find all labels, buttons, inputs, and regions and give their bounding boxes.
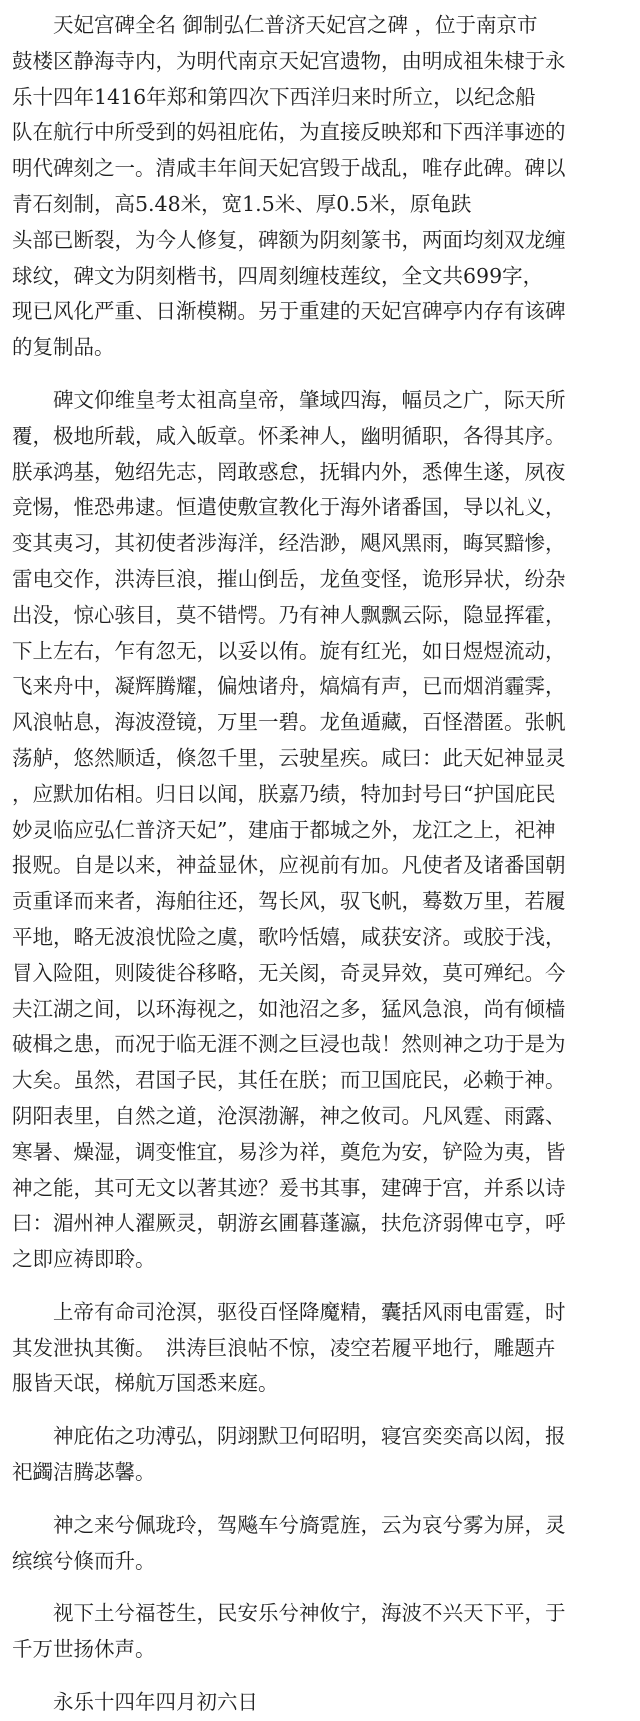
text-line: 破楫之患，而况于临无涯不测之巨浸也哉！然则神之功于是为 — [12, 1032, 566, 1057]
text-line: 风浪帖息，海波澄镜，万里一碧。龙鱼遁藏，百怪潜匿。张帆 — [12, 710, 566, 735]
poem-stanza — [12, 1596, 628, 1668]
text-line: 雷电交作，洪涛巨浪，摧山倒岳，龙鱼变怪，诡形异状，纷杂 — [12, 566, 566, 591]
inscription-paragraph — [12, 383, 628, 1278]
text-line: 乐十四年1416年郑和第四次下西洋归来时所立，以纪念船 — [12, 84, 536, 109]
text-line: 的复制品。 — [12, 335, 115, 360]
text-line: 上帝有命司沧溟，驱役百怪降魔精，囊括风雨电雷霆，时 — [53, 1299, 566, 1324]
text-line: 寒暑、燥湿，调变惟宜，易沴为祥，奠危为安，铲险为夷，皆 — [12, 1139, 566, 1164]
poem-stanza — [12, 1295, 628, 1402]
text-line: 其发泄执其衡。 洪涛巨浪帖不惊，凌空若履平地行，雕题卉 — [12, 1335, 556, 1360]
text-line: 碑文仰维皇考太祖高皇帝，肇域四海，幅员之广，际天所 — [53, 387, 566, 412]
text-line: 之即应祷即聆。 — [12, 1247, 156, 1272]
text-line: 变其夷习，其初使者涉海洋，经浩渺，飓风黑雨，晦冥黯惨， — [12, 531, 566, 556]
article-body — [12, 8, 628, 1721]
text-line: 神庇佑之功溥弘，阴翊默卫何昭明，寝宫奕奕高以闳，报 — [53, 1424, 566, 1449]
intro-paragraph — [12, 8, 628, 366]
text-line: 平地，略无波浪忧险之虞，歌吟恬嬉，咸获安济。或胶于浅， — [12, 924, 566, 949]
text-line: 球纹，碑文为阴刻楷书，四周刻缠枝莲纹，全文共699字， — [12, 263, 544, 288]
text-line: 朕承鸿基，勉绍先志，罔敢惑怠，抚辑内外，悉俾生遂，夙夜 — [12, 459, 566, 484]
text-line: 缤缤兮倏而升。 — [12, 1548, 156, 1573]
inscription-date: 永乐十四年四月初六日 — [53, 1690, 258, 1715]
text-line: 神之来兮佩珑玲，驾飚车兮旖霓旌，云为哀兮雾为屏，灵 — [53, 1512, 566, 1537]
text-line: 飞来舟中，凝辉腾耀，偏烛诸舟，熇熇有声，已而烟消霾霁， — [12, 674, 566, 699]
text-line: 现已风化严重、日渐模糊。另于重建的天妃宫碑亭内存有该碑 — [12, 299, 566, 324]
text-line: 冒入险阻，则陵徙谷移略，无关阂，奇灵异效，莫可殚纪。今 — [12, 960, 566, 985]
text-line: 下上左右，乍有忽无，以妥以侑。旋有红光，如日煜煜流动， — [12, 638, 566, 663]
text-line: 青石刻制，高5.48米，宽1.5米、厚0.5米，原龟趺 — [12, 191, 472, 216]
text-line: ，应默加佑相。归日以闻，朕嘉乃绩，特加封号曰“护国庇民 — [12, 781, 556, 806]
text-line: 出没，惊心骇目，莫不错愕。乃有神人飘飘云际，隐显挥霍， — [12, 602, 566, 627]
text-line: 夫江湖之间，以环海视之，如池沼之多，猛风急浪，尚有倾樯 — [12, 996, 566, 1021]
text-line: 大矣。虽然，君国子民，其任在朕；而卫国庇民，必赖于神。 — [12, 1068, 566, 1093]
text-line: 曰：湄州神人濯厥灵，朝游玄圃暮蓬瀛，扶危济弱俾屯亨，呼 — [12, 1211, 566, 1236]
poem-stanza — [12, 1419, 628, 1491]
text-line: 阴阳表里，自然之道，沧溟渤澥，神之攸司。凡风霆、雨露、 — [12, 1103, 566, 1128]
text-line: 明代碑刻之一。清咸丰年间天妃宫毁于战乱，唯存此碑。碑以 — [12, 156, 566, 181]
text-line: 头部已断裂，为今人修复，碑额为阴刻篆书，两面均刻双龙缠 — [12, 227, 566, 252]
text-line: 祀蠲洁腾苾馨。 — [12, 1460, 156, 1485]
text-line: 天妃宫碑全名 御制弘仁普济天妃宫之碑 ，位于南京市 — [53, 13, 538, 37]
text-line: 鼓楼区静海寺内，为明代南京天妃宫遗物，由明成祖朱棣于永 — [12, 48, 566, 73]
text-line: 妙灵临应弘仁普济天妃”，建庙于都城之外，龙江之上，祀神 — [12, 817, 556, 842]
poem-stanza — [12, 1508, 628, 1580]
text-line: 千万世扬休声。 — [12, 1637, 156, 1662]
text-line: 服皆天氓，梯航万国悉来庭。 — [12, 1371, 279, 1396]
text-line: 神之能，其可无文以著其迹？爰书其事，建碑于宫，并系以诗 — [12, 1175, 566, 1200]
text-line: 覆，极地所载，咸入皈章。怀柔神人，幽明循职，各得其序。 — [12, 423, 566, 448]
text-line: 队在航行中所受到的妈祖庇佑，为直接反映郑和下西洋事迹的 — [12, 120, 566, 145]
text-line: 贡重译而来者，海舶往还，驾长风，驭飞帆，蓦数万里，若履 — [12, 889, 566, 914]
text-line: 荡舻，悠然顺适，倏忽千里，云驶星疾。咸曰：此天妃神显灵 — [12, 745, 566, 770]
text-line: 视下土兮福苍生，民安乐兮神攸宁，海波不兴天下平，于 — [53, 1601, 566, 1626]
text-line: 竞惕，惟恐弗逮。恒遣使敷宣教化于海外诸番国，导以礼义， — [12, 495, 566, 520]
text-line: 报贶。自是以来，神益显休，应视前有加。凡使者及诸番国朝 — [12, 853, 566, 878]
